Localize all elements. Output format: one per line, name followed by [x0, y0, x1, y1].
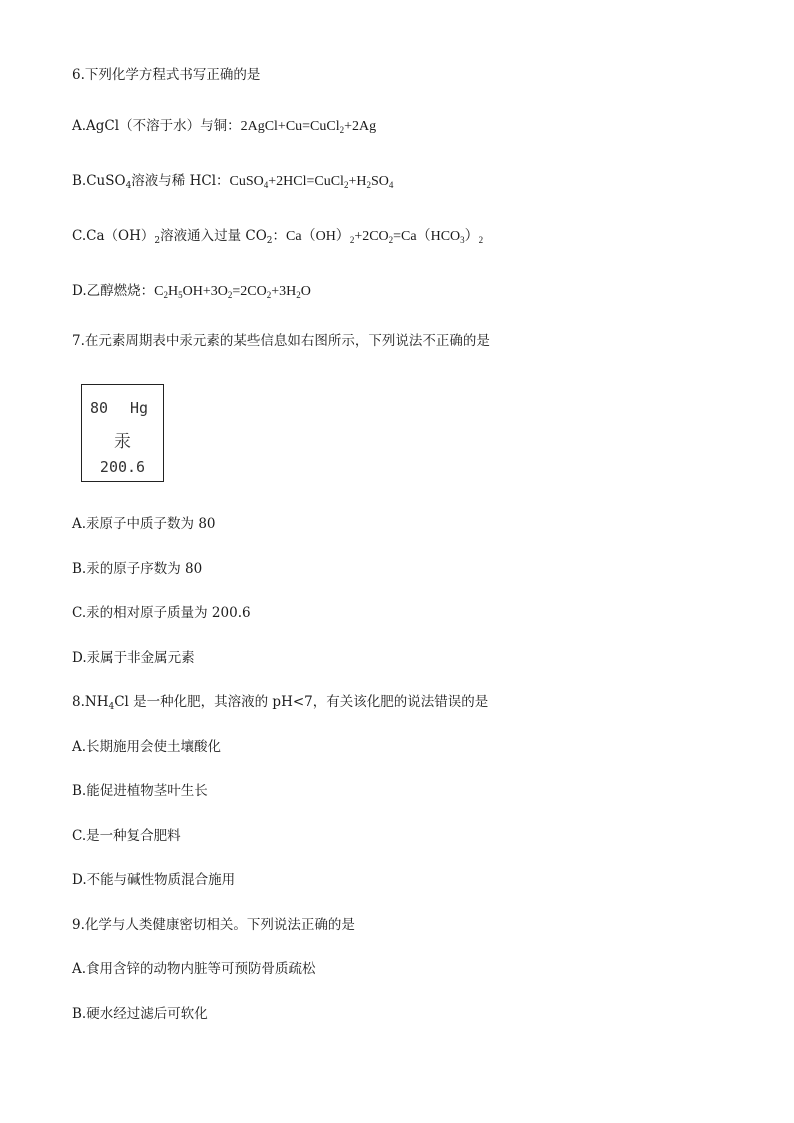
- question-9-option-b: B.硬水经过滤后可软化: [72, 1006, 208, 1022]
- element-name: 汞: [114, 432, 131, 452]
- question-7-option-b: B.汞的原子序数为 80: [72, 561, 203, 577]
- question-9-option-a: A.食用含锌的动物内脏等可预防骨质疏松: [72, 961, 316, 977]
- question-7-option-c: C.汞的相对原子质量为 200.6: [72, 605, 251, 621]
- question-7-stem: 7.在元素周期表中汞元素的某些信息如右图所示，下列说法不正确的是: [72, 333, 490, 349]
- atomic-number: 80: [90, 399, 109, 417]
- question-7-option-a: A.汞原子中质子数为 80: [72, 516, 216, 532]
- question-6-option-a: A.AgCl（不溶于水）与铜：2AgCl+Cu=CuCl$_2$+2Ag: [72, 118, 377, 135]
- question-7-option-d: D.汞属于非金属元素: [72, 650, 195, 666]
- question-6-option-d: D.乙醇燃烧：$C_2H_5OH+3O_2=2CO_2+3H_2O$: [72, 283, 311, 300]
- question-8-option-a: A.长期施用会使土壤酸化: [72, 739, 222, 755]
- element-symbol: Hg: [130, 399, 149, 417]
- question-8-option-b: B.能促进植物茎叶生长: [72, 783, 208, 799]
- question-6-stem: 6.下列化学方程式书写正确的是: [72, 67, 261, 83]
- question-6-option-b: B.CuSO$_4$溶液与稀 HCl：$CuSO_4+2HCl=CuCl_2+H_2SO_4$: [72, 173, 394, 191]
- question-8-stem: $8.NH_4Cl$ 是一种化肥，其溶液的 pH<7，有关该化肥的说法错误的是: [72, 694, 489, 712]
- question-6-option-c: $C.Ca(OH)_2$溶液通入过量 $CO_2$：$Ca(OH)_2+2CO_2=Ca(HCO_3)_2$: [72, 228, 484, 246]
- periodic-element-card: [81, 384, 164, 482]
- atomic-mass: 200.6: [99, 458, 146, 476]
- question-8-option-c: C.是一种复合肥料: [72, 828, 181, 844]
- question-9-stem: 9.化学与人类健康密切相关。下列说法正确的是: [72, 917, 355, 933]
- question-8-option-d: D.不能与碱性物质混合施用: [72, 872, 236, 888]
